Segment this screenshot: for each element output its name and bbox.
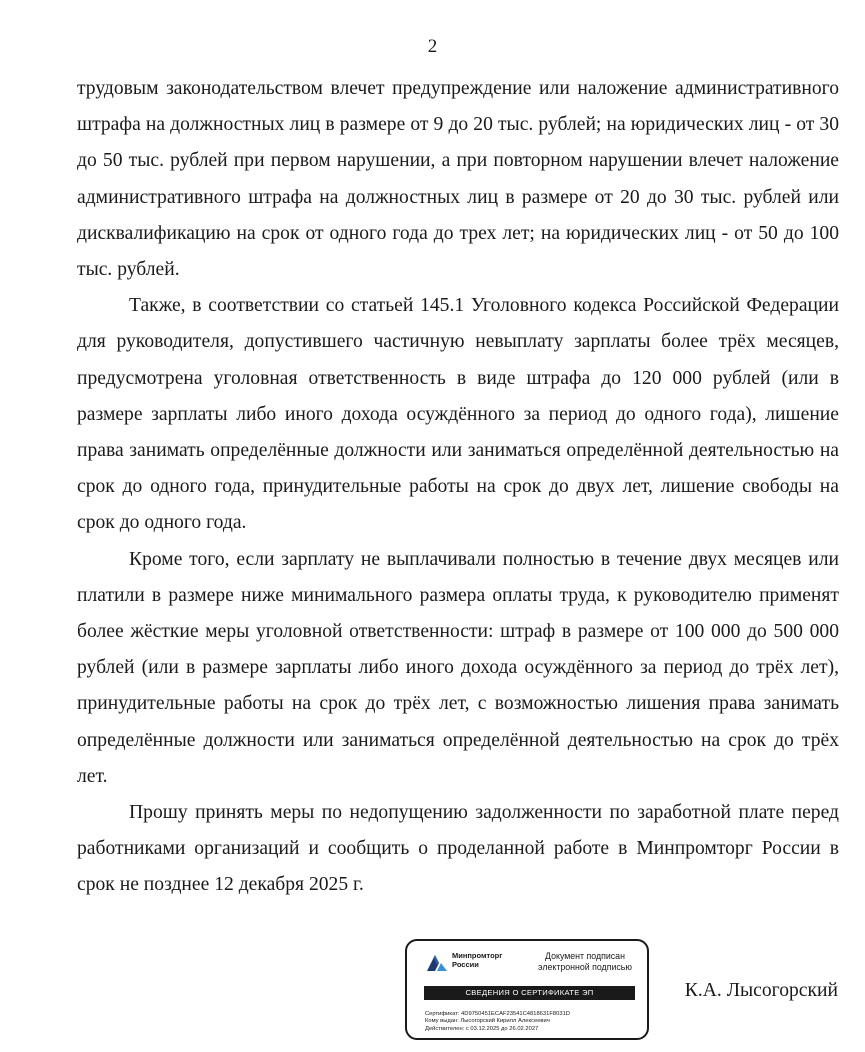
page-number: 2	[427, 36, 438, 57]
electronic-signature-stamp	[405, 939, 649, 1040]
letter-body	[77, 71, 839, 904]
stamp-title-line2: электронной подписью	[538, 961, 632, 972]
stamp-validity: Действителен: с 03.12.2025 до 26.02.2027	[425, 1025, 539, 1032]
stamp-org-line1: Минпромторг	[452, 951, 503, 960]
stamp-section-header: СВЕДЕНИЯ О СЕРТИФИКАТЕ ЭП	[424, 986, 635, 1000]
stamp-title	[529, 951, 641, 972]
stamp-issued-to: Кому выдан: Лысогорский Кирилл Алексеевич	[425, 1018, 550, 1025]
stamp-certificate-number: Сертификат: 4D9750451ECAF23541C4818631F8031D	[425, 1011, 570, 1017]
stamp-title-line1: Документ подписан	[545, 951, 625, 961]
stamp-certificate-details	[425, 1011, 645, 1033]
paragraph-request: Прошу принять меры по недопущению задолженности по заработной плате перед работниками организаций и сообщить о проделанной работе в Минпромторг России в срок не позднее 12 декабря 2025 г.	[77, 802, 839, 896]
paragraph-criminal-article: Также, в соответствии со статьей 145.1 Уголовного кодекса Российской Федерации для руководителя, допустившего частичную невыплату зарплаты более трёх месяцев, предусмотрена уголовная ответственность в виде штрафа до 120 000 рублей (или в размере зарплаты либо иного дохода осуждённого за период до одного года), лишение права занимать определённые должности или заниматься определённой деятельностью на срок до одного года, принудительные работы на срок до двух лет, лишение свободы на срок до одного года.	[77, 295, 839, 534]
stamp-organization	[452, 951, 522, 969]
paragraph-penalties-admin: трудовым законодательством влечет предупреждение или наложение административного штрафа на должностных лиц в размере от 9 до 20 тыс. рублей; на юридических лиц - от 30 до 50 тыс. рублей при первом нарушении, а при повторном нарушении влечет наложение административного штрафа на должностных лиц в размере от 20 до 30 тыс. рублей или дисквалификацию на срок от одного года до трех лет; на юридических лиц - от 50 до 100 тыс. рублей.	[77, 78, 839, 281]
minpromtorg-logo-icon	[425, 951, 449, 973]
signer-name: К.А. Лысогорский	[684, 980, 838, 1001]
paragraph-stricter-measures: Кроме того, если зарплату не выплачивали полностью в течение двух месяцев или платили в размере ниже минимального размера оплаты труда, к руководителю применят более жёсткие меры уголовной ответственности: штраф в размере от 100 000 до 500 000 рублей (или в размере зарплаты либо иного дохода осуждённого за период до трёх лет), принудительные работы на срок до трёх лет, с возможностью лишения права занимать определённые должности или заниматься определённой деятельностью на срок до трёх лет.	[77, 548, 839, 787]
stamp-org-line2: России	[452, 960, 479, 969]
